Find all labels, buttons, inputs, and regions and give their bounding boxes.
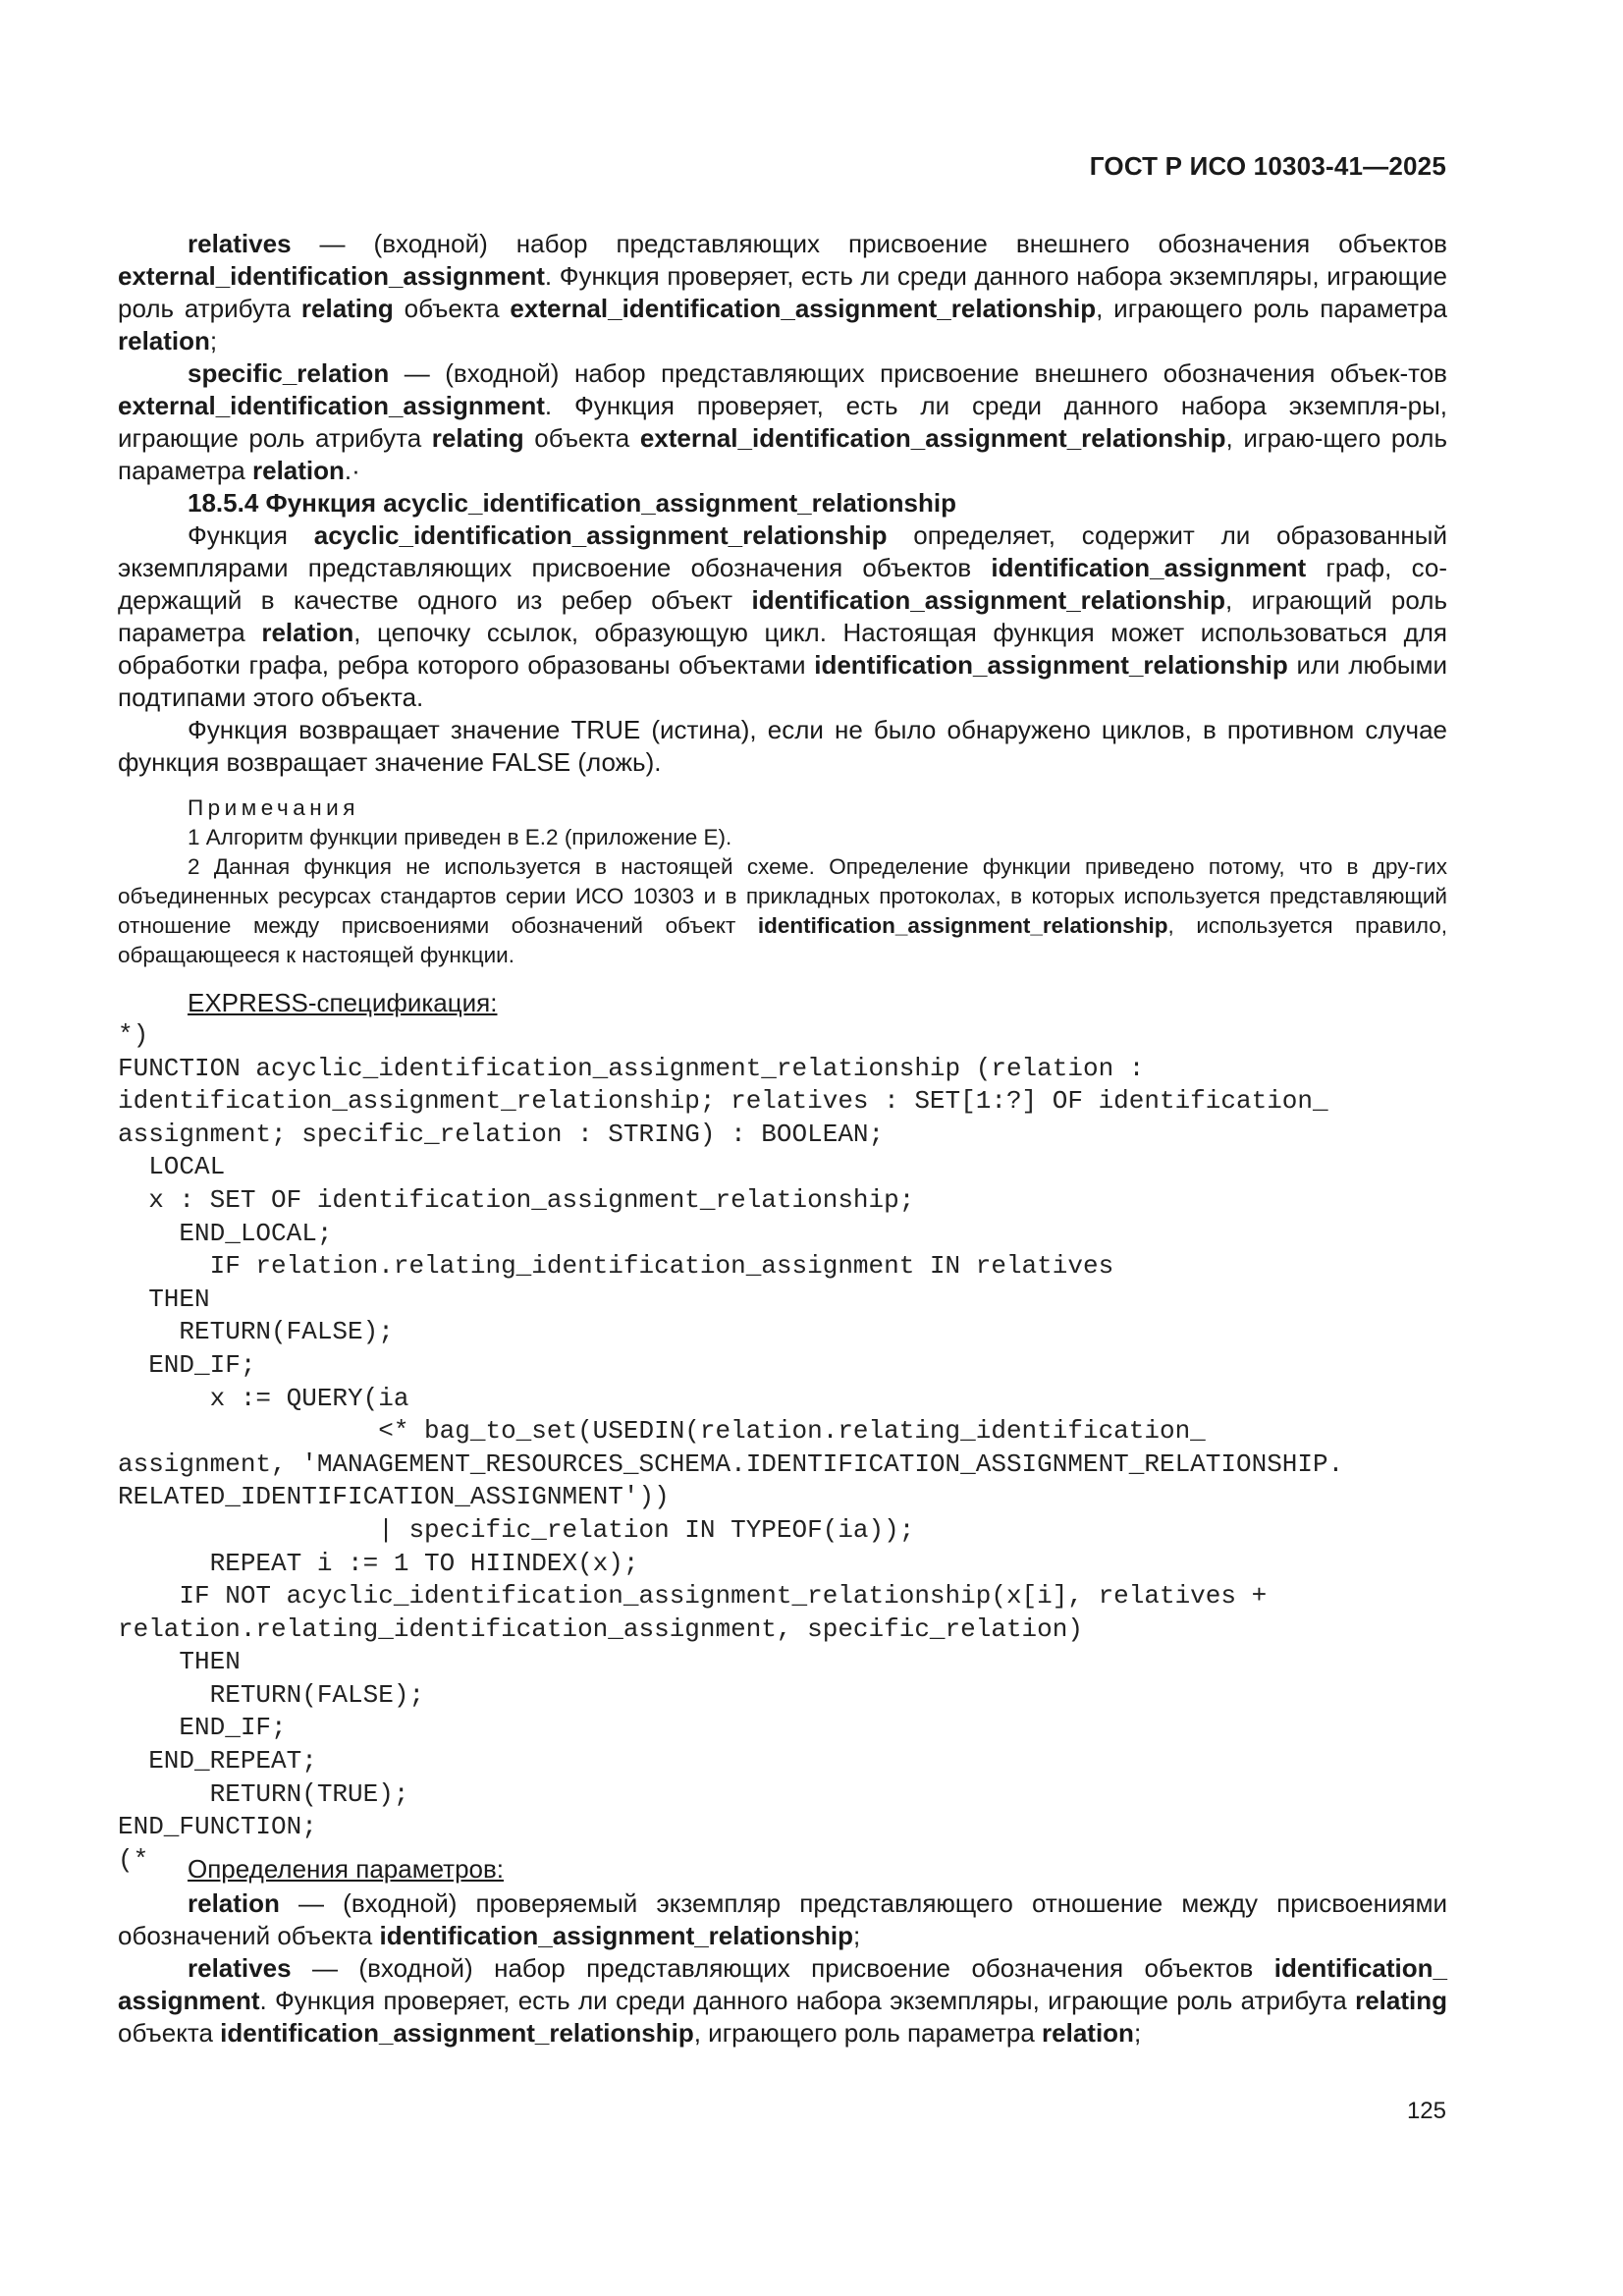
section-paragraph-1: [118, 519, 1447, 714]
text-run: . Функция проверяет, есть ли среди данного набора экземпляры, играющие роль атрибута: [118, 261, 1447, 323]
entity-name: relation: [251, 456, 345, 485]
text-run: Функция: [188, 520, 314, 550]
text-run: объекта: [523, 423, 640, 453]
entity-name: external_identification_assignment_relationship: [510, 294, 1097, 323]
express-specification-heading: EXPRESS-спецификация:: [188, 988, 498, 1017]
section-18-5-4: [118, 487, 1447, 779]
text-run: , играющий роль параметра: [118, 585, 1448, 647]
entity-name: identification_ assignment: [118, 1953, 1447, 2015]
note-2: [118, 852, 1447, 970]
parameter-definitions-block: [118, 1887, 1447, 2050]
text-run: или любыми подтипами этого объекта.: [118, 650, 1447, 712]
entity-name: relating: [1355, 1986, 1447, 2015]
entity-name: identification_assignment_relationship: [757, 913, 1168, 938]
text-run: 2 Данная функция не используется в настоящей схеме. Определение функции приведено потому, что в дру-гих объединенных ресурсах стандартов серии ИСО 10303 и в прикладных протоколах, в которых используется представляющий отношение между присвоениями обозначений объект: [118, 854, 1447, 938]
text-run: объекта: [118, 2018, 221, 2048]
section-heading: 18.5.4 Функция acyclic_identification_assignment_relationship: [188, 488, 956, 518]
document-code-header: ГОСТ Р ИСО 10303-41—2025: [1089, 151, 1446, 181]
text-run: ;: [1133, 2018, 1142, 2048]
text-run: — (входной) набор представляющих присвоение внешнего обозначения объектов: [291, 229, 1447, 258]
param-specific-relation-definition: [118, 357, 1447, 487]
param-relation-definition: [118, 1887, 1447, 1952]
param-relatives-definition: [118, 228, 1447, 357]
notes-title: Примечания: [188, 795, 359, 820]
entity-name: relation: [118, 326, 210, 355]
entity-name: relating: [431, 423, 524, 453]
param-term: relatives: [188, 1953, 292, 1983]
entity-name: identification_assignment_relationship: [814, 650, 1288, 680]
entity-name: identification_assignment_relationship: [751, 585, 1226, 615]
top-params-block: [118, 228, 1447, 487]
entity-name: external_identification_assignment_relationship: [639, 423, 1226, 453]
text-run: объекта: [393, 294, 511, 323]
express-code-listing: *) FUNCTION acyclic_identification_assignment_relationship (relation : identification_assignment_relationship; relatives : SET[1:?] OF identification_ assignment; specific_relation : STRING) : BOOLEAN; LOCAL x : SET OF identification_assignment_relationship; END_LOCAL; IF relation.relating_identification_assignment IN relatives THEN RETURN(FALSE); END_IF; x := QUERY(ia <* bag_to_set(USEDIN(relation.relating_identification_ assignment, 'MANAGEMENT_RESOURCES_SCHEMA.IDENTIFICATION_ASSIGNMENT_RELATIONSHIP. RELATED_IDENTIFICATION_ASSIGNMENT')) | specific_relation IN TYPEOF(ia)); REPEAT i := 1 TO HIINDEX(x); IF NOT acyclic_identification_assignment_relationship(x[i], relatives + relation.relating_identification_assignment, specific_relation) THEN RETURN(FALSE); END_IF; END_REPEAT; RETURN(TRUE); END_FUNCTION; (*: [118, 1020, 1344, 1875]
entity-name: identification_assignment: [991, 553, 1307, 582]
text-run: ;: [209, 326, 218, 355]
text-run: , играющего роль параметра: [693, 2018, 1043, 2048]
notes-block: [118, 793, 1447, 970]
page-number: 125: [1406, 2098, 1446, 2124]
text-run: — (входной) набор представляющих присвоение внешнего обозначения объек-тов: [389, 358, 1447, 388]
text-run: , играю-щего роль параметра: [118, 423, 1447, 485]
entity-name: identification_assignment_relationship: [220, 2018, 694, 2048]
section-paragraph-2: Функция возвращает значение TRUE (истина), если не было обнаружено циклов, в противном случае функция возвращает значение FALSE (ложь).: [118, 715, 1447, 777]
text-run: , используется правило, обращающееся к настоящей функции.: [118, 913, 1447, 967]
entity-name: external_identification_assignment: [118, 391, 545, 420]
entity-name: relation: [261, 618, 354, 647]
text-run: , цепочку ссылок, образующую цикл. Настоящая функция может использоваться для обработки графа, ребра которого образованы объектами: [118, 618, 1447, 680]
param-term: specific_relation: [188, 358, 390, 388]
entity-name: acyclic_identification_assignment_relationship: [313, 520, 888, 550]
entity-name: relation: [1042, 2018, 1134, 2048]
text-run: . Функция проверяет, есть ли среди данного набора экземпляры, играющие роль атрибута: [259, 1986, 1356, 2015]
text-run: — (входной) набор представляющих присвоение обозначения объектов: [291, 1953, 1274, 1983]
parameter-definitions-heading: Определения параметров:: [188, 1854, 505, 1884]
entity-name: relating: [300, 294, 394, 323]
text-run: — (входной) проверяемый экземпляр представляющего отношение между присвоениями обозначений объекта: [118, 1888, 1447, 1950]
text-run: граф, со-держащий в качестве одного из ребер объект: [118, 553, 1447, 615]
text-run: . Функция проверяет, есть ли среди данного набора экземпля-ры, играющие роль атрибута: [118, 391, 1447, 453]
text-run: определяет, содержит ли образованный экземплярами представляющих присвоение обозначения объектов: [118, 520, 1448, 582]
param-relatives-definition-2: [118, 1952, 1447, 2050]
param-term: relatives: [188, 229, 292, 258]
entity-name: identification_assignment_relationship: [379, 1921, 854, 1950]
text-run: , играющего роль параметра: [1096, 294, 1447, 323]
entity-name: external_identification_assignment: [118, 261, 545, 291]
param-term: relation: [188, 1888, 280, 1918]
text-run: .·: [344, 456, 360, 485]
note-1: 1 Алгоритм функции приведен в Е.2 (приложение Е).: [188, 825, 732, 849]
text-run: ;: [853, 1921, 861, 1950]
